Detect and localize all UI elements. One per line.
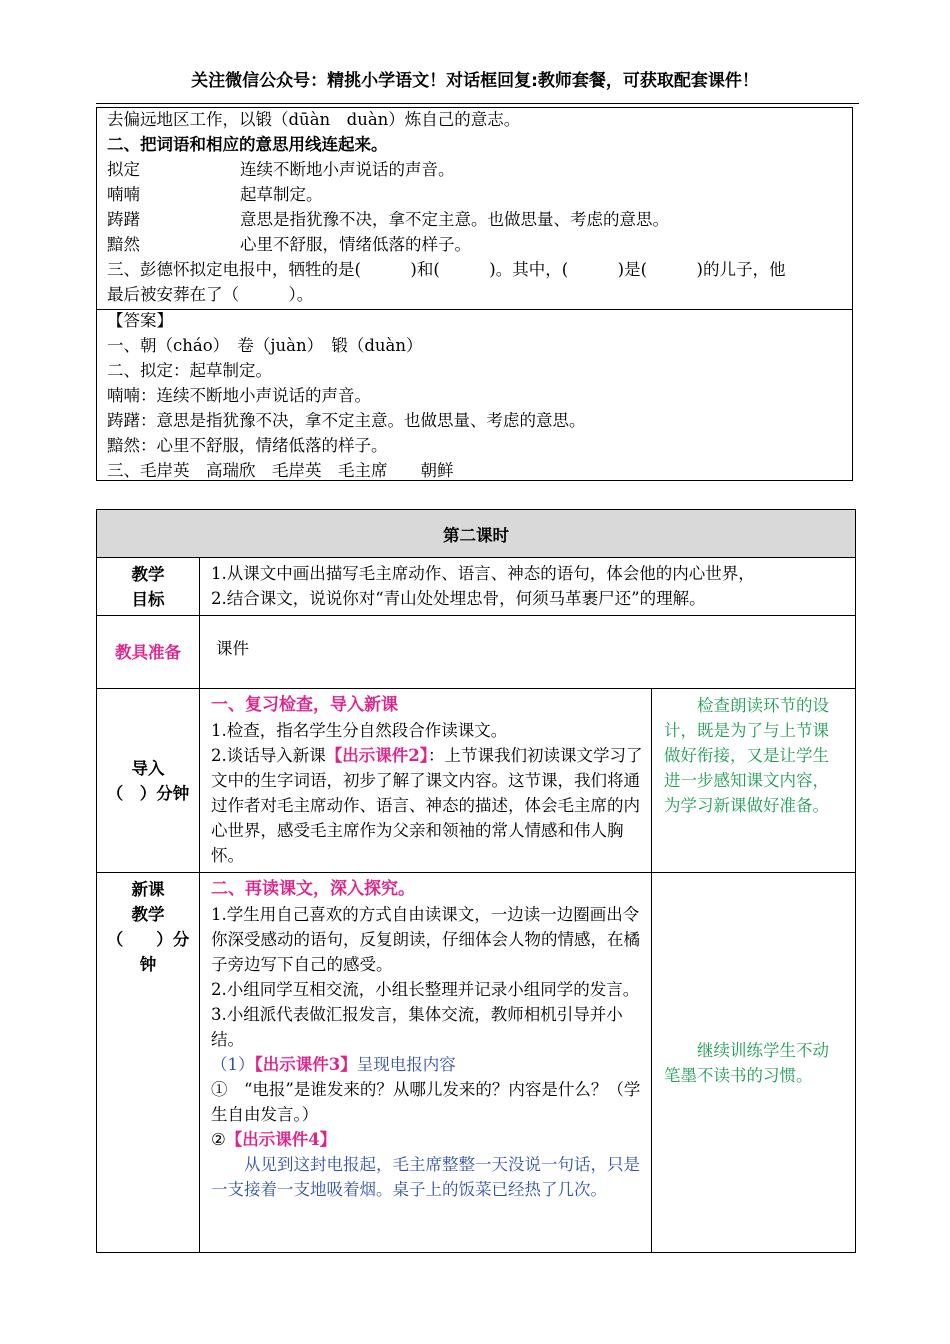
q2-title: 二、把词语和相应的意思用线连起来。 [107, 135, 388, 154]
answer-line: 黯然：心里不舒服，情绪低落的样子。 [107, 436, 388, 455]
newlesson-note: 继续训练学生不动笔墨不读书的习惯。 [652, 873, 856, 1253]
exercise-box [96, 107, 853, 481]
quote-text: 从见到这封电报起，毛主席整整一天没说一句话，只是一支接着一支地吸着烟。桌子上的饭菜已经热了几次。 [211, 1155, 640, 1199]
answer-line: 喃喃：连续不断地小声说话的声音。 [107, 386, 371, 405]
intro-label: 导入 （ ）分钟 [97, 689, 200, 873]
pair-word: 黯然 [107, 235, 140, 254]
pair-meaning: 连续不断地小声说话的声音。 [240, 160, 455, 179]
q3-line-2: 最后被安葬在了（ ）。 [107, 285, 314, 304]
pair-row [107, 209, 669, 231]
answer-line: 一、朝（cháo） 卷（juàn） 锻（duàn） [107, 336, 423, 355]
tools-label: 教具准备 [97, 616, 200, 689]
pair-meaning: 起草制定。 [240, 185, 323, 204]
courseware-tag: 【出示课件4】 [225, 1130, 337, 1149]
answer-line: 踌躇：意思是指犹豫不决，拿不定主意。也做思量、考虑的意思。 [107, 411, 586, 430]
tools-value: 课件 [200, 616, 856, 689]
intro-p1: 1.检查，指名学生分自然段合作读课文。 [211, 721, 508, 740]
pair-word: 踌躇 [107, 210, 140, 229]
q3-line-1: 三、彭德怀拟定电报中，牺牲的是( )和( )。其中，( )是( )的儿子，他 [107, 260, 786, 279]
lesson-title: 第二课时 [97, 510, 856, 558]
courseware-tag: 【出示课件2】 [325, 746, 428, 765]
pair-meaning: 心里不舒服，情绪低落的样子。 [240, 235, 471, 254]
page-header: 关注微信公众号：精挑小学语文！对话框回复:教师套餐，可获取配套课件！ [191, 71, 759, 91]
header-divider [96, 103, 859, 104]
pair-word: 拟定 [107, 160, 140, 179]
newlesson-label: 新课 教学 （ ）分 钟 [97, 873, 200, 1253]
pair-row [107, 159, 455, 181]
pair-meaning: 意思是指犹豫不决，拿不定主意。也做思量、考虑的意思。 [240, 210, 669, 229]
answer-line: 三、毛岸英 高瑞欣 毛岸英 毛主席 朝鲜 [107, 461, 454, 480]
goals-content [200, 558, 856, 616]
goals-label: 教学 目标 [97, 558, 200, 616]
step-2: ① “电报”是谁发来的？从哪儿发来的？内容是什么？（学生自由发言。） [211, 1080, 641, 1124]
intro-content [200, 689, 652, 873]
intro-heading: 一、复习检查，导入新课 [211, 695, 398, 715]
exercise-line-1: 去偏远地区工作，以锻（dūàn duàn）炼自己的意志。 [107, 110, 521, 129]
intro-note: 检查朗读环节的设计，既是为了与上节课做好衔接，又是让学生进一步感知课文内容，为学习新课做好准备。 [652, 689, 856, 873]
step-3: ②【出示课件4】 [211, 1130, 337, 1149]
answer-line: 二、拟定：起草制定。 [107, 361, 272, 380]
newlesson-p3: 3.小组派代表做汇报发言，集体交流，教师相机引导并小结。 [211, 1005, 623, 1049]
pair-word: 喃喃 [107, 185, 140, 204]
goal-item: 2.结合课文，说说你对“青山处处埋忠骨，何须马革裹尸还”的理解。 [211, 589, 706, 608]
pair-row [107, 184, 323, 206]
newlesson-heading: 二、再读课文，深入探究。 [211, 879, 415, 899]
lesson-table [96, 509, 856, 1253]
step-1: （1）【出示课件3】呈现电报内容 [211, 1055, 456, 1074]
newlesson-p1: 1.学生用自己喜欢的方式自由读课文，一边读一边圈画出令你深受感动的语句，反复朗读，仔细体会人物的情感，在橘子旁边写下自己的感受。 [211, 905, 640, 974]
answer-separator [97, 309, 852, 310]
intro-p2: 2.谈话导入新课【出示课件2】：上节课我们初读课文学习了文中的生字词语，初步了解了课文内容。这节课，我们将通过作者对毛主席动作、语言、神态的描述，体会毛主席的内心世界，感受毛主席作为父亲和领袖的常人情感和伟人胸怀。 [211, 746, 643, 865]
courseware-tag: 【出示课件3】 [254, 1055, 357, 1074]
pair-row [107, 234, 471, 256]
goal-item: 1.从课文中画出描写毛主席动作、语言、神态的语句，体会他的内心世界， [211, 564, 755, 583]
answer-title: 【答案】 [107, 311, 173, 330]
newlesson-p2: 2.小组同学互相交流，小组长整理并记录小组同学的发言。 [211, 980, 640, 999]
newlesson-content [200, 873, 652, 1253]
